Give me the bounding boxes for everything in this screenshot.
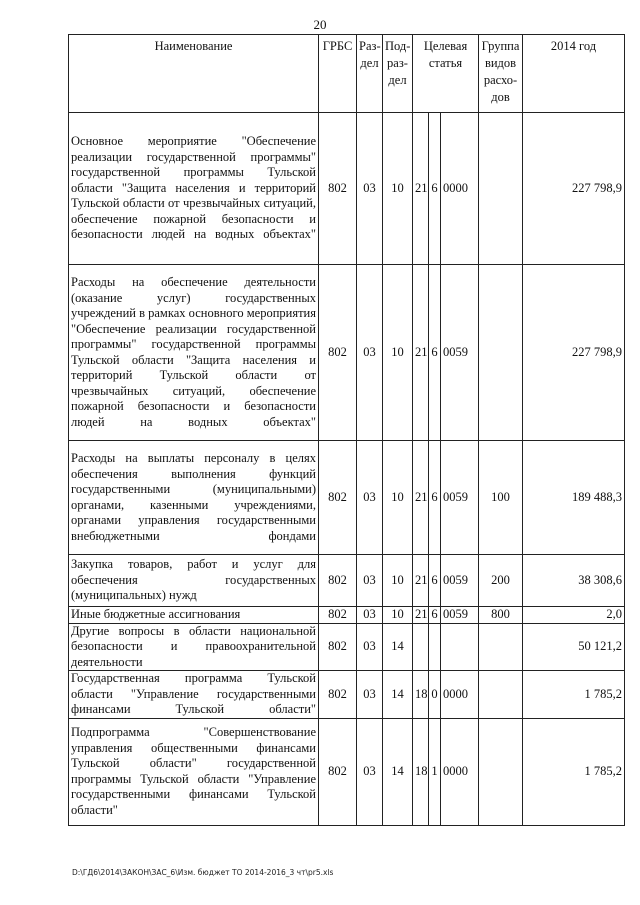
row-podrazdel: 10 <box>383 555 413 607</box>
table-row <box>69 671 625 719</box>
row-razdel: 03 <box>357 265 383 441</box>
row-podrazdel: 10 <box>383 607 413 624</box>
row-target-subprogram: 1 <box>429 718 441 825</box>
row-target-subprogram: 6 <box>429 265 441 441</box>
row-razdel: 03 <box>357 671 383 719</box>
row-grbs: 802 <box>319 113 357 265</box>
row-name: Государственная программа Тульской области "Управление государственными финансами Тульской области" <box>69 671 319 719</box>
row-razdel: 03 <box>357 718 383 825</box>
row-name: Закупка товаров, работ и услуг для обеспечения государственных (муниципальных) нужд <box>69 555 319 607</box>
row-target-direction: 0000 <box>441 671 479 719</box>
table-row <box>69 555 625 607</box>
table-row <box>69 607 625 624</box>
row-target-program: 21 <box>413 441 429 555</box>
table-row <box>69 623 625 671</box>
table-row <box>69 265 625 441</box>
row-target-program <box>413 623 429 671</box>
row-name: Подпрограмма "Совершенствование управления общественными финансами Тульской области" государственной программы Тульской области "Управление государственными финансами Тульской области" <box>69 718 319 825</box>
row-podrazdel: 10 <box>383 441 413 555</box>
row-target-program: 21 <box>413 607 429 624</box>
row-target-subprogram <box>429 623 441 671</box>
row-amount: 1 785,2 <box>523 671 625 719</box>
header-name: Наименование <box>69 35 319 113</box>
row-name: Основное мероприятие "Обеспечение реализации государственной программы" государственной программы Тульской области "Защита населения и территорий Тульской области от чрезвычайных ситуаций, обеспечение пожарной безопасности и безопасности людей на водных объектах" <box>69 113 319 265</box>
file-path-footer: D:\ГД6\2014\ЗАКОН\ЗАС_6\Изм. бюджет ТО 2014-2016_3 чт\pr5.xls <box>72 868 334 877</box>
row-razdel: 03 <box>357 623 383 671</box>
row-expense-group <box>479 623 523 671</box>
table-row <box>69 718 625 825</box>
row-amount: 227 798,9 <box>523 113 625 265</box>
row-target-direction: 0059 <box>441 265 479 441</box>
row-target-direction: 0000 <box>441 113 479 265</box>
row-name: Другие вопросы в области национальной безопасности и правоохранительной деятельности <box>69 623 319 671</box>
row-target-subprogram: 6 <box>429 607 441 624</box>
header-row <box>69 35 625 113</box>
row-target-subprogram: 6 <box>429 113 441 265</box>
row-razdel: 03 <box>357 113 383 265</box>
row-target-direction: 0059 <box>441 555 479 607</box>
row-target-direction: 0000 <box>441 718 479 825</box>
row-amount: 38 308,6 <box>523 555 625 607</box>
row-amount: 227 798,9 <box>523 265 625 441</box>
row-podrazdel: 14 <box>383 623 413 671</box>
budget-table <box>68 34 625 826</box>
table-row <box>69 113 625 265</box>
row-grbs: 802 <box>319 671 357 719</box>
row-target-subprogram: 6 <box>429 555 441 607</box>
row-grbs: 802 <box>319 265 357 441</box>
header-grbs: ГРБС <box>319 35 357 113</box>
table-row <box>69 441 625 555</box>
row-amount: 50 121,2 <box>523 623 625 671</box>
row-expense-group: 800 <box>479 607 523 624</box>
row-target-direction: 0059 <box>441 607 479 624</box>
row-name: Иные бюджетные ассигнования <box>69 607 319 624</box>
row-target-program: 18 <box>413 718 429 825</box>
row-grbs: 802 <box>319 441 357 555</box>
row-grbs: 802 <box>319 555 357 607</box>
row-podrazdel: 10 <box>383 113 413 265</box>
row-razdel: 03 <box>357 555 383 607</box>
row-amount: 2,0 <box>523 607 625 624</box>
row-amount: 189 488,3 <box>523 441 625 555</box>
row-target-program: 21 <box>413 555 429 607</box>
row-target-program: 21 <box>413 265 429 441</box>
row-razdel: 03 <box>357 607 383 624</box>
row-grbs: 802 <box>319 718 357 825</box>
row-grbs: 802 <box>319 607 357 624</box>
row-expense-group <box>479 265 523 441</box>
row-grbs: 802 <box>319 623 357 671</box>
row-name: Расходы на выплаты персоналу в целях обеспечения выполнения функций государственными (муниципальными) органами, казенными учреждениями, органами управления государственными внебюджетными фондами <box>69 441 319 555</box>
row-expense-group: 100 <box>479 441 523 555</box>
row-expense-group <box>479 671 523 719</box>
row-target-direction: 0059 <box>441 441 479 555</box>
row-razdel: 03 <box>357 441 383 555</box>
row-target-program: 18 <box>413 671 429 719</box>
header-target-article: Целевая статья <box>413 35 479 113</box>
row-target-direction <box>441 623 479 671</box>
row-podrazdel: 10 <box>383 265 413 441</box>
header-year-2014: 2014 год <box>523 35 625 113</box>
header-expense-group: Группа видов расхо- дов <box>479 35 523 113</box>
row-target-subprogram: 0 <box>429 671 441 719</box>
row-expense-group: 200 <box>479 555 523 607</box>
row-expense-group <box>479 718 523 825</box>
page-number: 20 <box>313 17 327 32</box>
header-podrazdel: Под- раз- дел <box>383 35 413 113</box>
row-amount: 1 785,2 <box>523 718 625 825</box>
row-podrazdel: 14 <box>383 671 413 719</box>
row-target-program: 21 <box>413 113 429 265</box>
row-podrazdel: 14 <box>383 718 413 825</box>
row-target-subprogram: 6 <box>429 441 441 555</box>
header-razdel: Раз- дел <box>357 35 383 113</box>
row-expense-group <box>479 113 523 265</box>
row-name: Расходы на обеспечение деятельности (оказание услуг) государственных учреждений в рамках основного мероприятия "Обеспечение реализации государственной программы" государственной программы Тульской области "Защита населения и территорий Тульской области от чрезвычайных ситуаций, обеспечение пожарной безопасности и безопасности людей на водных объектах" <box>69 265 319 441</box>
